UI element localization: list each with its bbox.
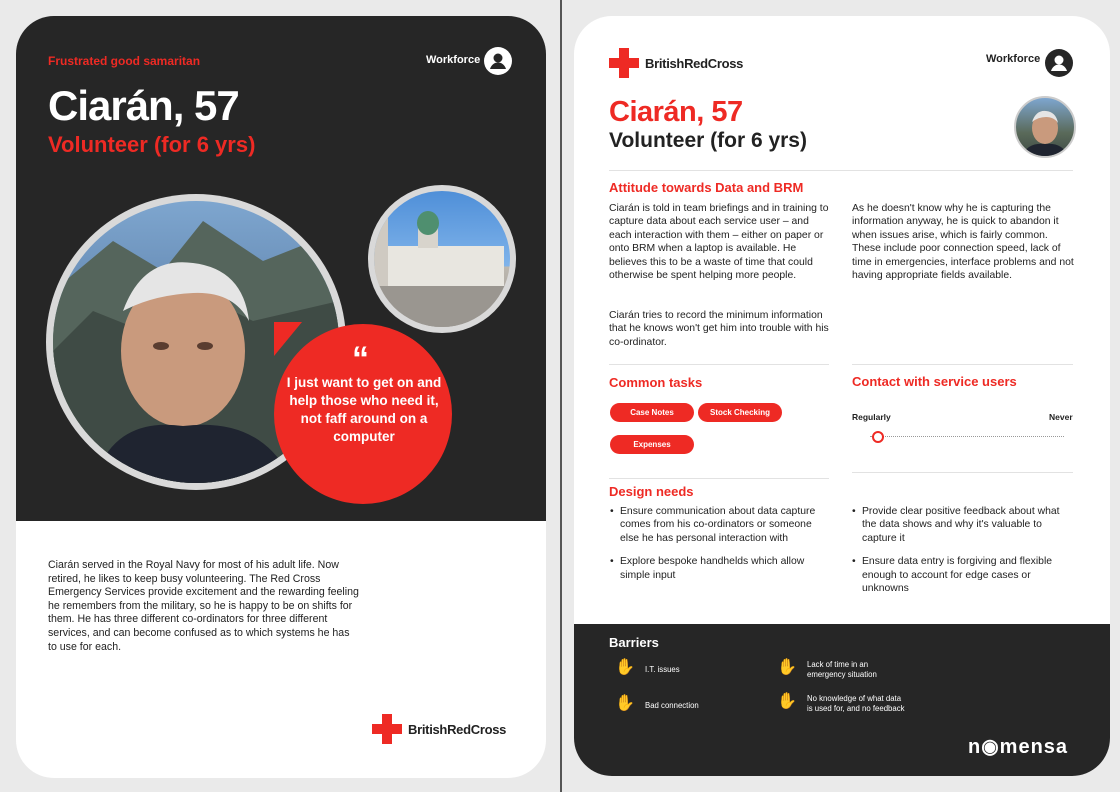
hand-stop-icon: ✋ [615,695,635,712]
barrier-it-issues: ✋ I.T. issues [615,659,680,676]
logo-text: BritishRedCross [645,55,744,71]
persona-tagline: Frustrated good samaritan [48,54,201,68]
persona-cover-card [16,16,546,778]
persona-quote: I just want to get on and help those who need it, not faff around on a computer [286,375,442,444]
contact-title: Contact with service users [852,374,1017,389]
hand-stop-icon: ✋ [777,693,797,710]
barrier-bad-connection: ✋ Bad connection [615,695,699,712]
red-cross-icon [609,48,639,78]
persona-name: Ciarán, 57 [609,96,743,128]
barrier-no-knowledge: ✋ No knowledge of what data is used for, and no feedback [777,693,905,713]
workforce-label: Workforce [426,54,481,66]
attitude-paragraph-3: As he doesn't know why he is capturing the information anyway, he is quick to abandon it when issues arise, which is fairly common. These include poor connection speed, lack of time in emergencies, interface problems and not having appropriate fields available. [852,203,1074,282]
design-needs-list-1 [610,505,832,592]
page-divider [560,0,562,792]
hand-stop-icon: ✋ [615,659,635,676]
divider [852,364,1073,365]
attitude-title: Attitude towards Data and BRM [609,180,804,195]
divider [609,364,829,365]
design-needs-list-2 [852,505,1076,605]
barriers-title: Barriers [609,635,659,650]
contact-scale-marker [872,431,884,443]
task-pill-stock-checking: Stock Checking [698,403,782,422]
design-need-item: • Ensure communication about data capture comes from his co-ordinators or someone else he has personal interaction with [610,505,832,545]
persona-avatar [1014,96,1076,158]
british-red-cross-logo [609,48,743,78]
workforce-label: Workforce [986,53,1041,65]
barriers-panel [574,624,1110,776]
quote-mark-icon: “ [352,340,369,378]
user-icon [484,47,512,75]
logo-text: BritishRedCross [408,721,507,737]
cover-header [16,16,546,521]
divider [609,478,829,479]
scale-low-label: Regularly [852,412,891,422]
british-red-cross-logo [372,714,506,744]
design-need-item: • Provide clear positive feedback about what the data shows and why it's valuable to capture it [852,505,1076,545]
persona-name: Ciarán, 57 [48,82,239,129]
nomensa-logo: n◉mensa [968,736,1069,758]
scale-high-label: Never [1049,412,1073,422]
persona-role: Volunteer (for 6 yrs) [609,129,807,152]
attitude-paragraph-2: Ciarán tries to record the minimum information that he knows won't get him into trouble with his co-ordinator. [609,310,829,348]
red-cross-icon [372,714,402,744]
divider [852,472,1073,473]
barrier-lack-of-time: ✋ Lack of time in an emergency situation [777,659,877,679]
persona-detail-card [574,16,1110,776]
task-pill-case-notes: Case Notes [610,403,694,422]
location-photo [368,185,516,333]
divider [609,170,1073,171]
user-icon [1045,49,1073,77]
hand-stop-icon: ✋ [777,659,797,676]
design-needs-title: Design needs [609,484,694,499]
contact-scale-track [870,436,1064,437]
task-pill-expenses: Expenses [610,435,694,454]
design-need-item: • Explore bespoke handhelds which allow simple input [610,555,832,582]
design-need-item: • Ensure data entry is forgiving and flexible enough to account for edge cases or unknowns [852,555,1076,595]
attitude-paragraph-1: Ciarán is told in team briefings and in training to capture data about each service user – and each interaction with them – either on paper or onto BRM when a laptop is available. He believes this to be a waste of time that could otherwise be spent helping more people. [609,203,829,282]
common-tasks-title: Common tasks [609,375,703,390]
persona-bio: Ciarán served in the Royal Navy for most of his adult life. Now retired, he likes to keep busy volunteering. The Red Cross Emergency Services provide excitement and the rewarding feeling he remembers from the military, so he is happy to be on shifts for them. He has three different co-ordinators for three different services, and can become confused as to which systems he has to use for each. [48,559,359,653]
persona-role: Volunteer (for 6 yrs) [48,132,256,157]
